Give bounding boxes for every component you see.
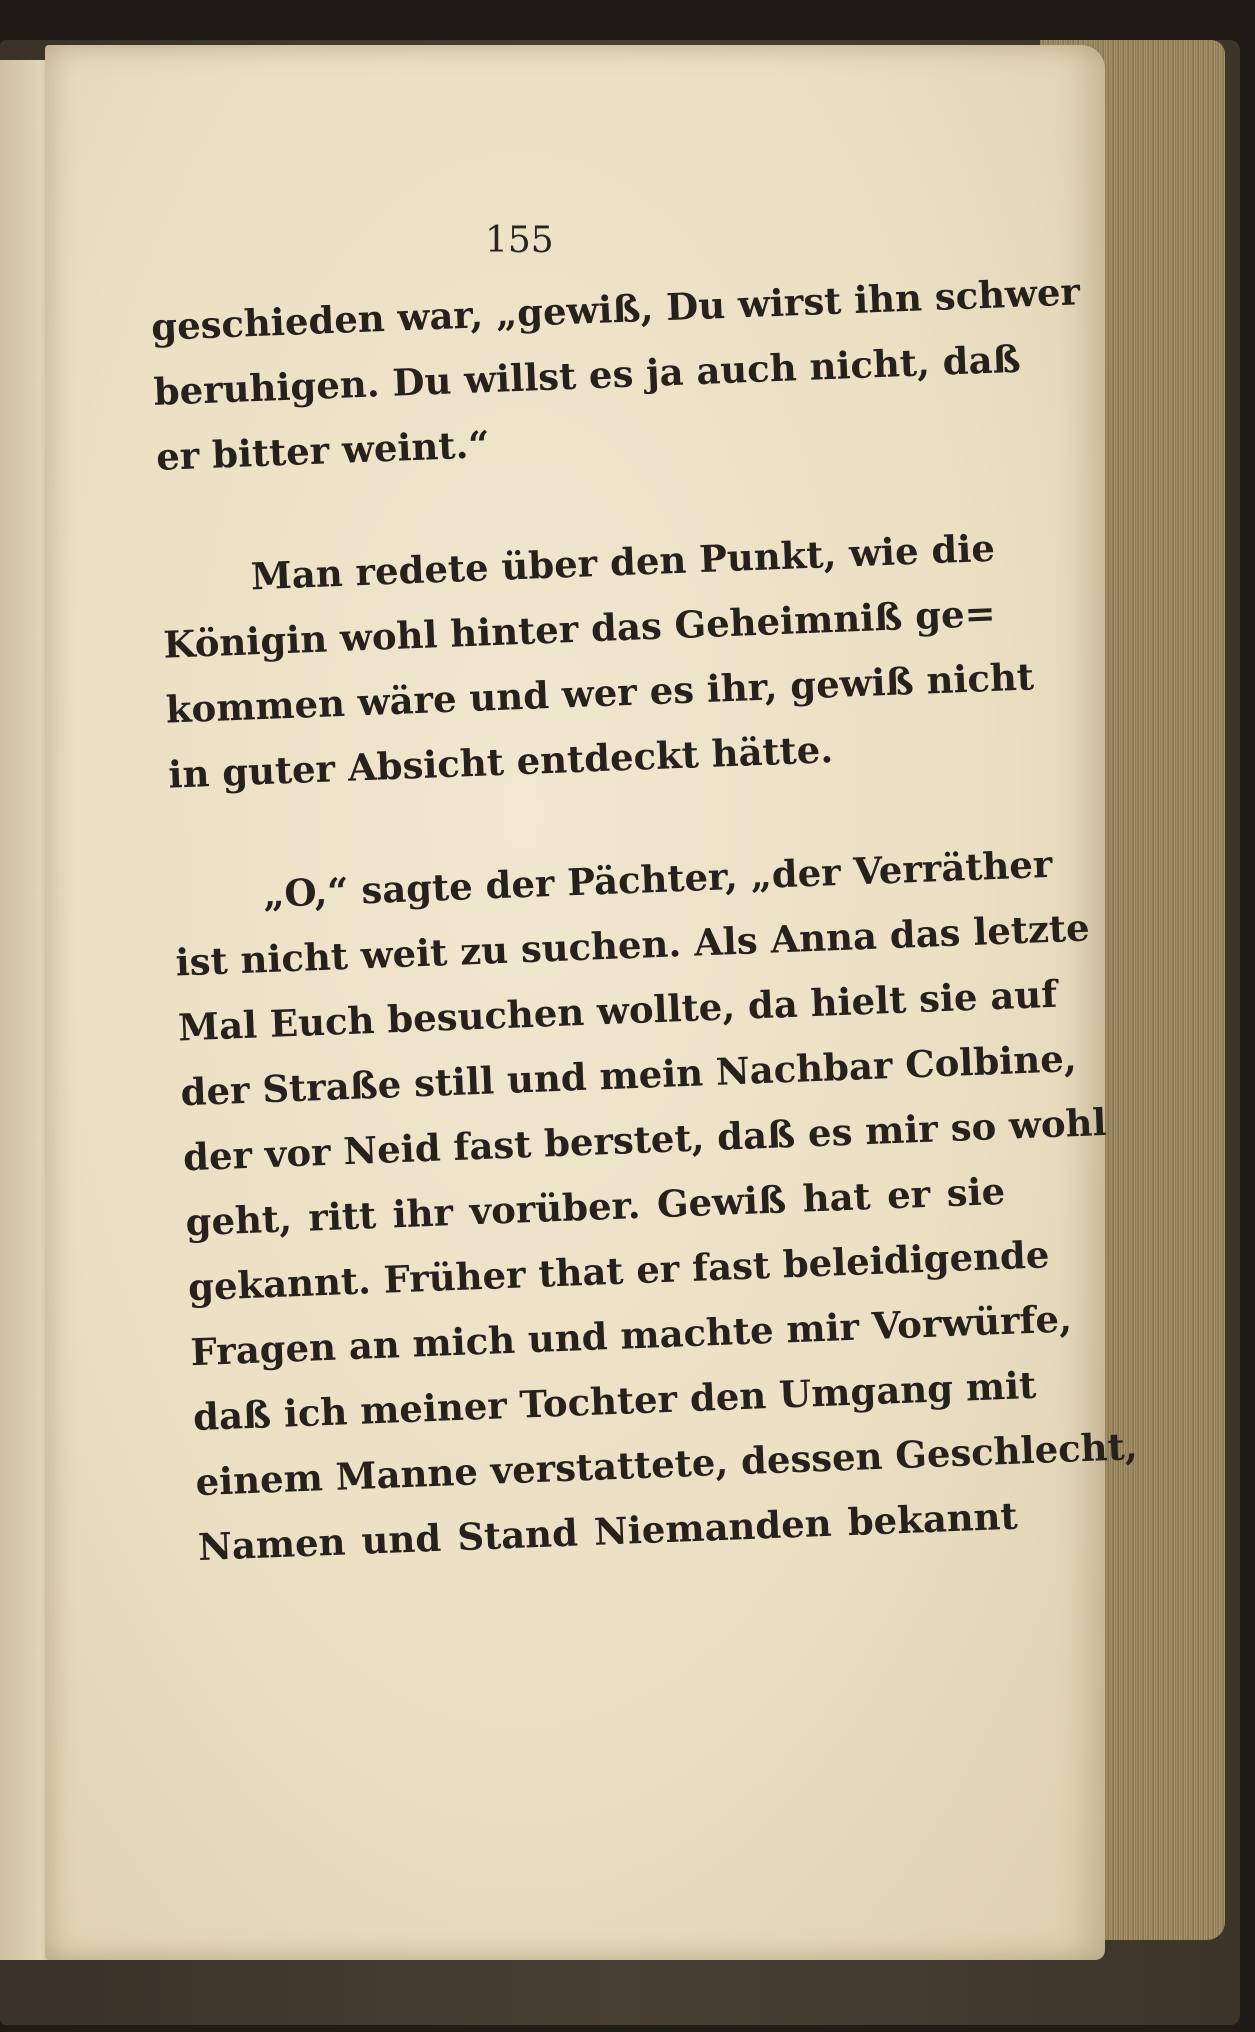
text-line: Mal Euch besuchen wollte, da hielt sie auf bbox=[177, 971, 1058, 1050]
text-line: geschieden war, „gewiß, Du wirst ihn schwer bbox=[150, 269, 1081, 349]
book-page bbox=[45, 45, 1139, 1960]
text-line: Königin wohl hinter das Geheimniß ge= bbox=[162, 590, 997, 667]
page-number: 155 bbox=[485, 220, 554, 261]
text-line: Namen und Stand Niemanden bekannt bbox=[197, 1493, 1019, 1570]
text-line: der vor Neid fast berstet, daß es mir so wohl bbox=[182, 1099, 1108, 1180]
paragraph-2 bbox=[160, 516, 1035, 807]
text-line: kommen wäre und wer es ihr, gewiß nicht bbox=[165, 654, 1035, 732]
text-line: in guter Absicht entdeckt hätte. bbox=[167, 727, 834, 797]
text-line: geht, ritt ihr vorüber. Gewiß hat er sie bbox=[184, 1168, 1006, 1245]
text-line: daß ich meiner Tochter den Umgang mit bbox=[192, 1362, 1037, 1440]
body-text bbox=[150, 264, 1139, 1581]
text-line: er bitter weint.“ bbox=[155, 422, 491, 479]
text-line: Man redete über den Punkt, wie die bbox=[250, 525, 996, 599]
text-line: „O,“ sagte der Pächter, „der Verräther bbox=[262, 841, 1054, 917]
paragraph-3 bbox=[172, 834, 1139, 1580]
paragraph-1 bbox=[150, 264, 1081, 490]
text-line: gekannt. Früher that er fast beleidigende bbox=[187, 1232, 1051, 1310]
text-line: Fragen an mich und machte mir Vorwürfe, bbox=[189, 1296, 1073, 1375]
text-line: der Straße still und mein Nachbar Colbine, bbox=[179, 1036, 1078, 1115]
text-line: einem Manne verstattete, dessen Geschlecht, bbox=[194, 1423, 1139, 1505]
text-line: beruhigen. Du willst es ja auch nicht, daß bbox=[152, 336, 1022, 414]
text-line: ist nicht weit zu suchen. Als Anna das letzte bbox=[174, 905, 1091, 985]
